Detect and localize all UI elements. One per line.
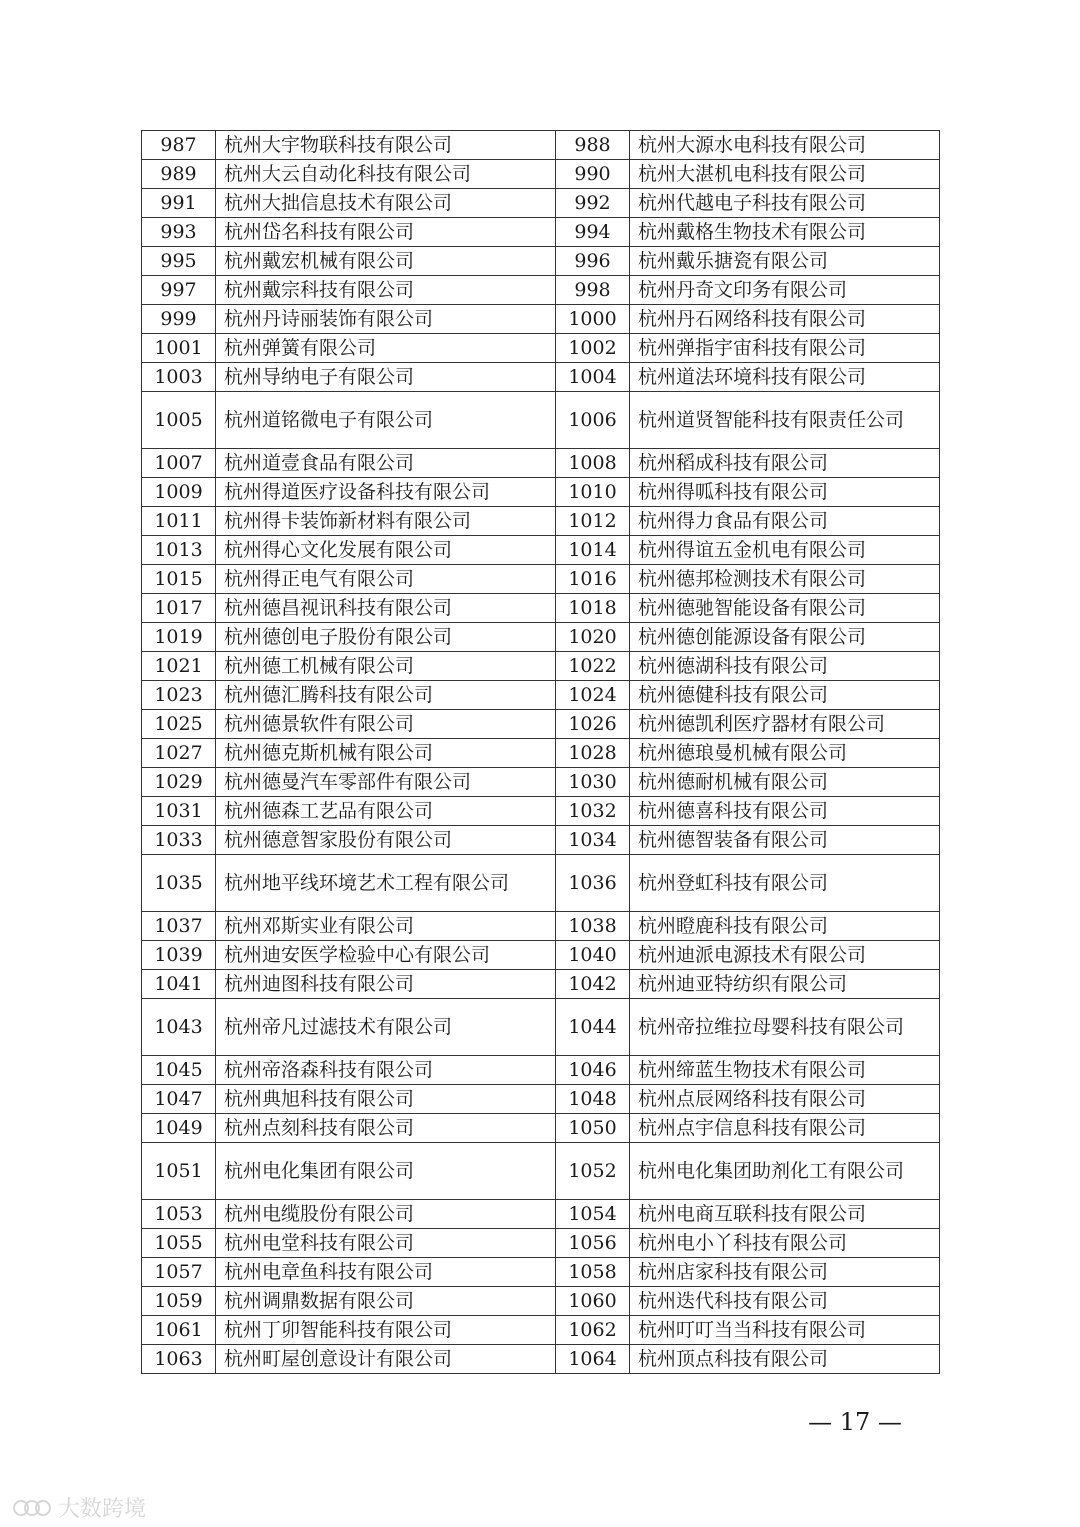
row-number-cell: 1054 [556, 1200, 630, 1229]
company-name-cell: 杭州町屋创意设计有限公司 [216, 1345, 556, 1374]
company-name-cell: 杭州弹指宇宙科技有限公司 [630, 334, 940, 363]
row-number-cell: 1002 [556, 334, 630, 363]
company-name-cell: 杭州迪派电源技术有限公司 [630, 941, 940, 970]
company-name-cell: 杭州德昌视讯科技有限公司 [216, 594, 556, 623]
table-row [142, 189, 940, 218]
company-name-cell: 杭州得正电气有限公司 [216, 565, 556, 594]
company-name-cell: 杭州瞪鹿科技有限公司 [630, 912, 940, 941]
row-number-cell: 1021 [142, 652, 216, 681]
company-name-cell: 杭州点宇信息科技有限公司 [630, 1114, 940, 1143]
company-name-cell: 杭州帝拉维拉母婴科技有限公司 [630, 999, 940, 1056]
company-name-cell: 杭州戴宏机械有限公司 [216, 247, 556, 276]
table-row [142, 1143, 940, 1200]
row-number-cell: 1034 [556, 826, 630, 855]
table-row [142, 565, 940, 594]
table-row [142, 478, 940, 507]
table-row [142, 652, 940, 681]
company-name-cell: 杭州典旭科技有限公司 [216, 1085, 556, 1114]
table-row [142, 160, 940, 189]
row-number-cell: 1058 [556, 1258, 630, 1287]
row-number-cell: 992 [556, 189, 630, 218]
row-number-cell: 1006 [556, 392, 630, 449]
company-name-cell: 杭州大宇物联科技有限公司 [216, 131, 556, 160]
company-name-cell: 杭州大湛机电科技有限公司 [630, 160, 940, 189]
table-row [142, 507, 940, 536]
row-number-cell: 1028 [556, 739, 630, 768]
table-row [142, 218, 940, 247]
table-row [142, 1085, 940, 1114]
table-row [142, 247, 940, 276]
company-list-body [142, 131, 940, 1374]
company-name-cell: 杭州德克斯机械有限公司 [216, 739, 556, 768]
table-row [142, 1200, 940, 1229]
row-number-cell: 1014 [556, 536, 630, 565]
row-number-cell: 1042 [556, 970, 630, 999]
company-name-cell: 杭州得力食品有限公司 [630, 507, 940, 536]
company-name-cell: 杭州得卡装饰新材料有限公司 [216, 507, 556, 536]
table-row [142, 970, 940, 999]
company-name-cell: 杭州德创电子股份有限公司 [216, 623, 556, 652]
company-name-cell: 杭州德工机械有限公司 [216, 652, 556, 681]
row-number-cell: 1038 [556, 912, 630, 941]
row-number-cell: 1039 [142, 941, 216, 970]
company-name-cell: 杭州戴格生物技术有限公司 [630, 218, 940, 247]
row-number-cell: 996 [556, 247, 630, 276]
row-number-cell: 1013 [142, 536, 216, 565]
row-number-cell: 1004 [556, 363, 630, 392]
company-name-cell: 杭州德健科技有限公司 [630, 681, 940, 710]
company-name-cell: 杭州得呱科技有限公司 [630, 478, 940, 507]
company-name-cell: 杭州得心文化发展有限公司 [216, 536, 556, 565]
row-number-cell: 1032 [556, 797, 630, 826]
row-number-cell: 1033 [142, 826, 216, 855]
row-number-cell: 1005 [142, 392, 216, 449]
table-row [142, 392, 940, 449]
table-row [142, 855, 940, 912]
company-name-cell: 杭州电小丫科技有限公司 [630, 1229, 940, 1258]
row-number-cell: 1017 [142, 594, 216, 623]
row-number-cell: 1023 [142, 681, 216, 710]
row-number-cell: 994 [556, 218, 630, 247]
row-number-cell: 988 [556, 131, 630, 160]
row-number-cell: 1026 [556, 710, 630, 739]
row-number-cell: 989 [142, 160, 216, 189]
watermark-logo-icon [12, 1497, 52, 1519]
table-row [142, 1316, 940, 1345]
row-number-cell: 1045 [142, 1056, 216, 1085]
company-name-cell: 杭州德驰智能设备有限公司 [630, 594, 940, 623]
table-row [142, 449, 940, 478]
company-name-cell: 杭州德湖科技有限公司 [630, 652, 940, 681]
row-number-cell: 1010 [556, 478, 630, 507]
company-name-cell: 杭州丹奇文印务有限公司 [630, 276, 940, 305]
company-name-cell: 杭州顶点科技有限公司 [630, 1345, 940, 1374]
company-name-cell: 杭州德意智家股份有限公司 [216, 826, 556, 855]
table-row [142, 768, 940, 797]
row-number-cell: 1030 [556, 768, 630, 797]
company-name-cell: 杭州戴乐搪瓷有限公司 [630, 247, 940, 276]
company-name-cell: 杭州德邦检测技术有限公司 [630, 565, 940, 594]
company-name-cell: 杭州弹簧有限公司 [216, 334, 556, 363]
table-row [142, 1114, 940, 1143]
table-row [142, 276, 940, 305]
company-name-cell: 杭州迪亚特纺织有限公司 [630, 970, 940, 999]
company-name-cell: 杭州德耐机械有限公司 [630, 768, 940, 797]
company-name-cell: 杭州点辰网络科技有限公司 [630, 1085, 940, 1114]
table-row [142, 1056, 940, 1085]
row-number-cell: 1052 [556, 1143, 630, 1200]
row-number-cell: 1011 [142, 507, 216, 536]
table-row [142, 1258, 940, 1287]
company-name-cell: 杭州岱名科技有限公司 [216, 218, 556, 247]
company-name-cell: 杭州电化集团有限公司 [216, 1143, 556, 1200]
company-name-cell: 杭州道贤智能科技有限责任公司 [630, 392, 940, 449]
company-name-cell: 杭州戴宗科技有限公司 [216, 276, 556, 305]
company-name-cell: 杭州得道医疗设备科技有限公司 [216, 478, 556, 507]
company-name-cell: 杭州德景软件有限公司 [216, 710, 556, 739]
table-row [142, 131, 940, 160]
company-name-cell: 杭州大云自动化科技有限公司 [216, 160, 556, 189]
row-number-cell: 1060 [556, 1287, 630, 1316]
company-name-cell: 杭州大源水电科技有限公司 [630, 131, 940, 160]
table-row [142, 826, 940, 855]
table-row [142, 623, 940, 652]
table-row [142, 739, 940, 768]
row-number-cell: 990 [556, 160, 630, 189]
table-row [142, 536, 940, 565]
row-number-cell: 1036 [556, 855, 630, 912]
row-number-cell: 1000 [556, 305, 630, 334]
row-number-cell: 1003 [142, 363, 216, 392]
row-number-cell: 1019 [142, 623, 216, 652]
company-name-cell: 杭州道法环境科技有限公司 [630, 363, 940, 392]
company-name-cell: 杭州帝凡过滤技术有限公司 [216, 999, 556, 1056]
row-number-cell: 1043 [142, 999, 216, 1056]
row-number-cell: 1037 [142, 912, 216, 941]
company-name-cell: 杭州调鼎数据有限公司 [216, 1287, 556, 1316]
row-number-cell: 1001 [142, 334, 216, 363]
company-name-cell: 杭州得谊五金机电有限公司 [630, 536, 940, 565]
company-name-cell: 杭州大拙信息技术有限公司 [216, 189, 556, 218]
company-name-cell: 杭州店家科技有限公司 [630, 1258, 940, 1287]
company-name-cell: 杭州道壹食品有限公司 [216, 449, 556, 478]
row-number-cell: 1024 [556, 681, 630, 710]
table-row [142, 1345, 940, 1374]
row-number-cell: 1046 [556, 1056, 630, 1085]
row-number-cell: 1020 [556, 623, 630, 652]
row-number-cell: 1016 [556, 565, 630, 594]
row-number-cell: 1044 [556, 999, 630, 1056]
row-number-cell: 1025 [142, 710, 216, 739]
table-row [142, 1229, 940, 1258]
row-number-cell: 998 [556, 276, 630, 305]
company-name-cell: 杭州导纳电子有限公司 [216, 363, 556, 392]
company-name-cell: 杭州丹石网络科技有限公司 [630, 305, 940, 334]
row-number-cell: 991 [142, 189, 216, 218]
row-number-cell: 1059 [142, 1287, 216, 1316]
row-number-cell: 1055 [142, 1229, 216, 1258]
company-name-cell: 杭州电章鱼科技有限公司 [216, 1258, 556, 1287]
company-name-cell: 杭州缔蓝生物技术有限公司 [630, 1056, 940, 1085]
company-name-cell: 杭州迪安医学检验中心有限公司 [216, 941, 556, 970]
company-name-cell: 杭州德喜科技有限公司 [630, 797, 940, 826]
company-name-cell: 杭州德智装备有限公司 [630, 826, 940, 855]
table-row [142, 797, 940, 826]
row-number-cell: 1022 [556, 652, 630, 681]
company-name-cell: 杭州帝洛森科技有限公司 [216, 1056, 556, 1085]
company-name-cell: 杭州德森工艺品有限公司 [216, 797, 556, 826]
company-name-cell: 杭州迪图科技有限公司 [216, 970, 556, 999]
row-number-cell: 1012 [556, 507, 630, 536]
company-name-cell: 杭州德曼汽车零部件有限公司 [216, 768, 556, 797]
row-number-cell: 1040 [556, 941, 630, 970]
row-number-cell: 1031 [142, 797, 216, 826]
row-number-cell: 1047 [142, 1085, 216, 1114]
row-number-cell: 995 [142, 247, 216, 276]
row-number-cell: 1018 [556, 594, 630, 623]
row-number-cell: 993 [142, 218, 216, 247]
company-name-cell: 杭州迭代科技有限公司 [630, 1287, 940, 1316]
table-row [142, 999, 940, 1056]
row-number-cell: 1041 [142, 970, 216, 999]
company-name-cell: 杭州稻成科技有限公司 [630, 449, 940, 478]
row-number-cell: 1029 [142, 768, 216, 797]
table-row [142, 305, 940, 334]
watermark [12, 1492, 146, 1523]
row-number-cell: 1064 [556, 1345, 630, 1374]
table-row [142, 912, 940, 941]
table-row [142, 681, 940, 710]
row-number-cell: 1050 [556, 1114, 630, 1143]
row-number-cell: 1007 [142, 449, 216, 478]
company-name-cell: 杭州丹诗丽装饰有限公司 [216, 305, 556, 334]
row-number-cell: 1053 [142, 1200, 216, 1229]
company-name-cell: 杭州电堂科技有限公司 [216, 1229, 556, 1258]
page-number: — 17 — [808, 1408, 902, 1436]
company-name-cell: 杭州代越电子科技有限公司 [630, 189, 940, 218]
company-name-cell: 杭州地平线环境艺术工程有限公司 [216, 855, 556, 912]
company-name-cell: 杭州点刻科技有限公司 [216, 1114, 556, 1143]
company-name-cell: 杭州德汇腾科技有限公司 [216, 681, 556, 710]
company-name-cell: 杭州电缆股份有限公司 [216, 1200, 556, 1229]
company-list-table [141, 130, 940, 1374]
company-name-cell: 杭州电商互联科技有限公司 [630, 1200, 940, 1229]
company-name-cell: 杭州邓斯实业有限公司 [216, 912, 556, 941]
table-row [142, 1287, 940, 1316]
company-name-cell: 杭州道铭微电子有限公司 [216, 392, 556, 449]
table-row [142, 941, 940, 970]
row-number-cell: 1009 [142, 478, 216, 507]
table-row [142, 594, 940, 623]
row-number-cell: 1057 [142, 1258, 216, 1287]
table-row [142, 363, 940, 392]
company-name-cell: 杭州丁卯智能科技有限公司 [216, 1316, 556, 1345]
row-number-cell: 1062 [556, 1316, 630, 1345]
row-number-cell: 1015 [142, 565, 216, 594]
company-name-cell: 杭州德琅曼机械有限公司 [630, 739, 940, 768]
row-number-cell: 1061 [142, 1316, 216, 1345]
row-number-cell: 1035 [142, 855, 216, 912]
table-row [142, 334, 940, 363]
row-number-cell: 1008 [556, 449, 630, 478]
company-name-cell: 杭州德创能源设备有限公司 [630, 623, 940, 652]
company-name-cell: 杭州德凯利医疗器材有限公司 [630, 710, 940, 739]
row-number-cell: 987 [142, 131, 216, 160]
table-row [142, 710, 940, 739]
row-number-cell: 1049 [142, 1114, 216, 1143]
company-name-cell: 杭州叮叮当当科技有限公司 [630, 1316, 940, 1345]
row-number-cell: 1063 [142, 1345, 216, 1374]
row-number-cell: 1027 [142, 739, 216, 768]
row-number-cell: 1051 [142, 1143, 216, 1200]
company-name-cell: 杭州电化集团助剂化工有限公司 [630, 1143, 940, 1200]
row-number-cell: 997 [142, 276, 216, 305]
company-name-cell: 杭州登虹科技有限公司 [630, 855, 940, 912]
row-number-cell: 999 [142, 305, 216, 334]
row-number-cell: 1056 [556, 1229, 630, 1258]
watermark-text: 大数跨境 [58, 1497, 147, 1522]
row-number-cell: 1048 [556, 1085, 630, 1114]
